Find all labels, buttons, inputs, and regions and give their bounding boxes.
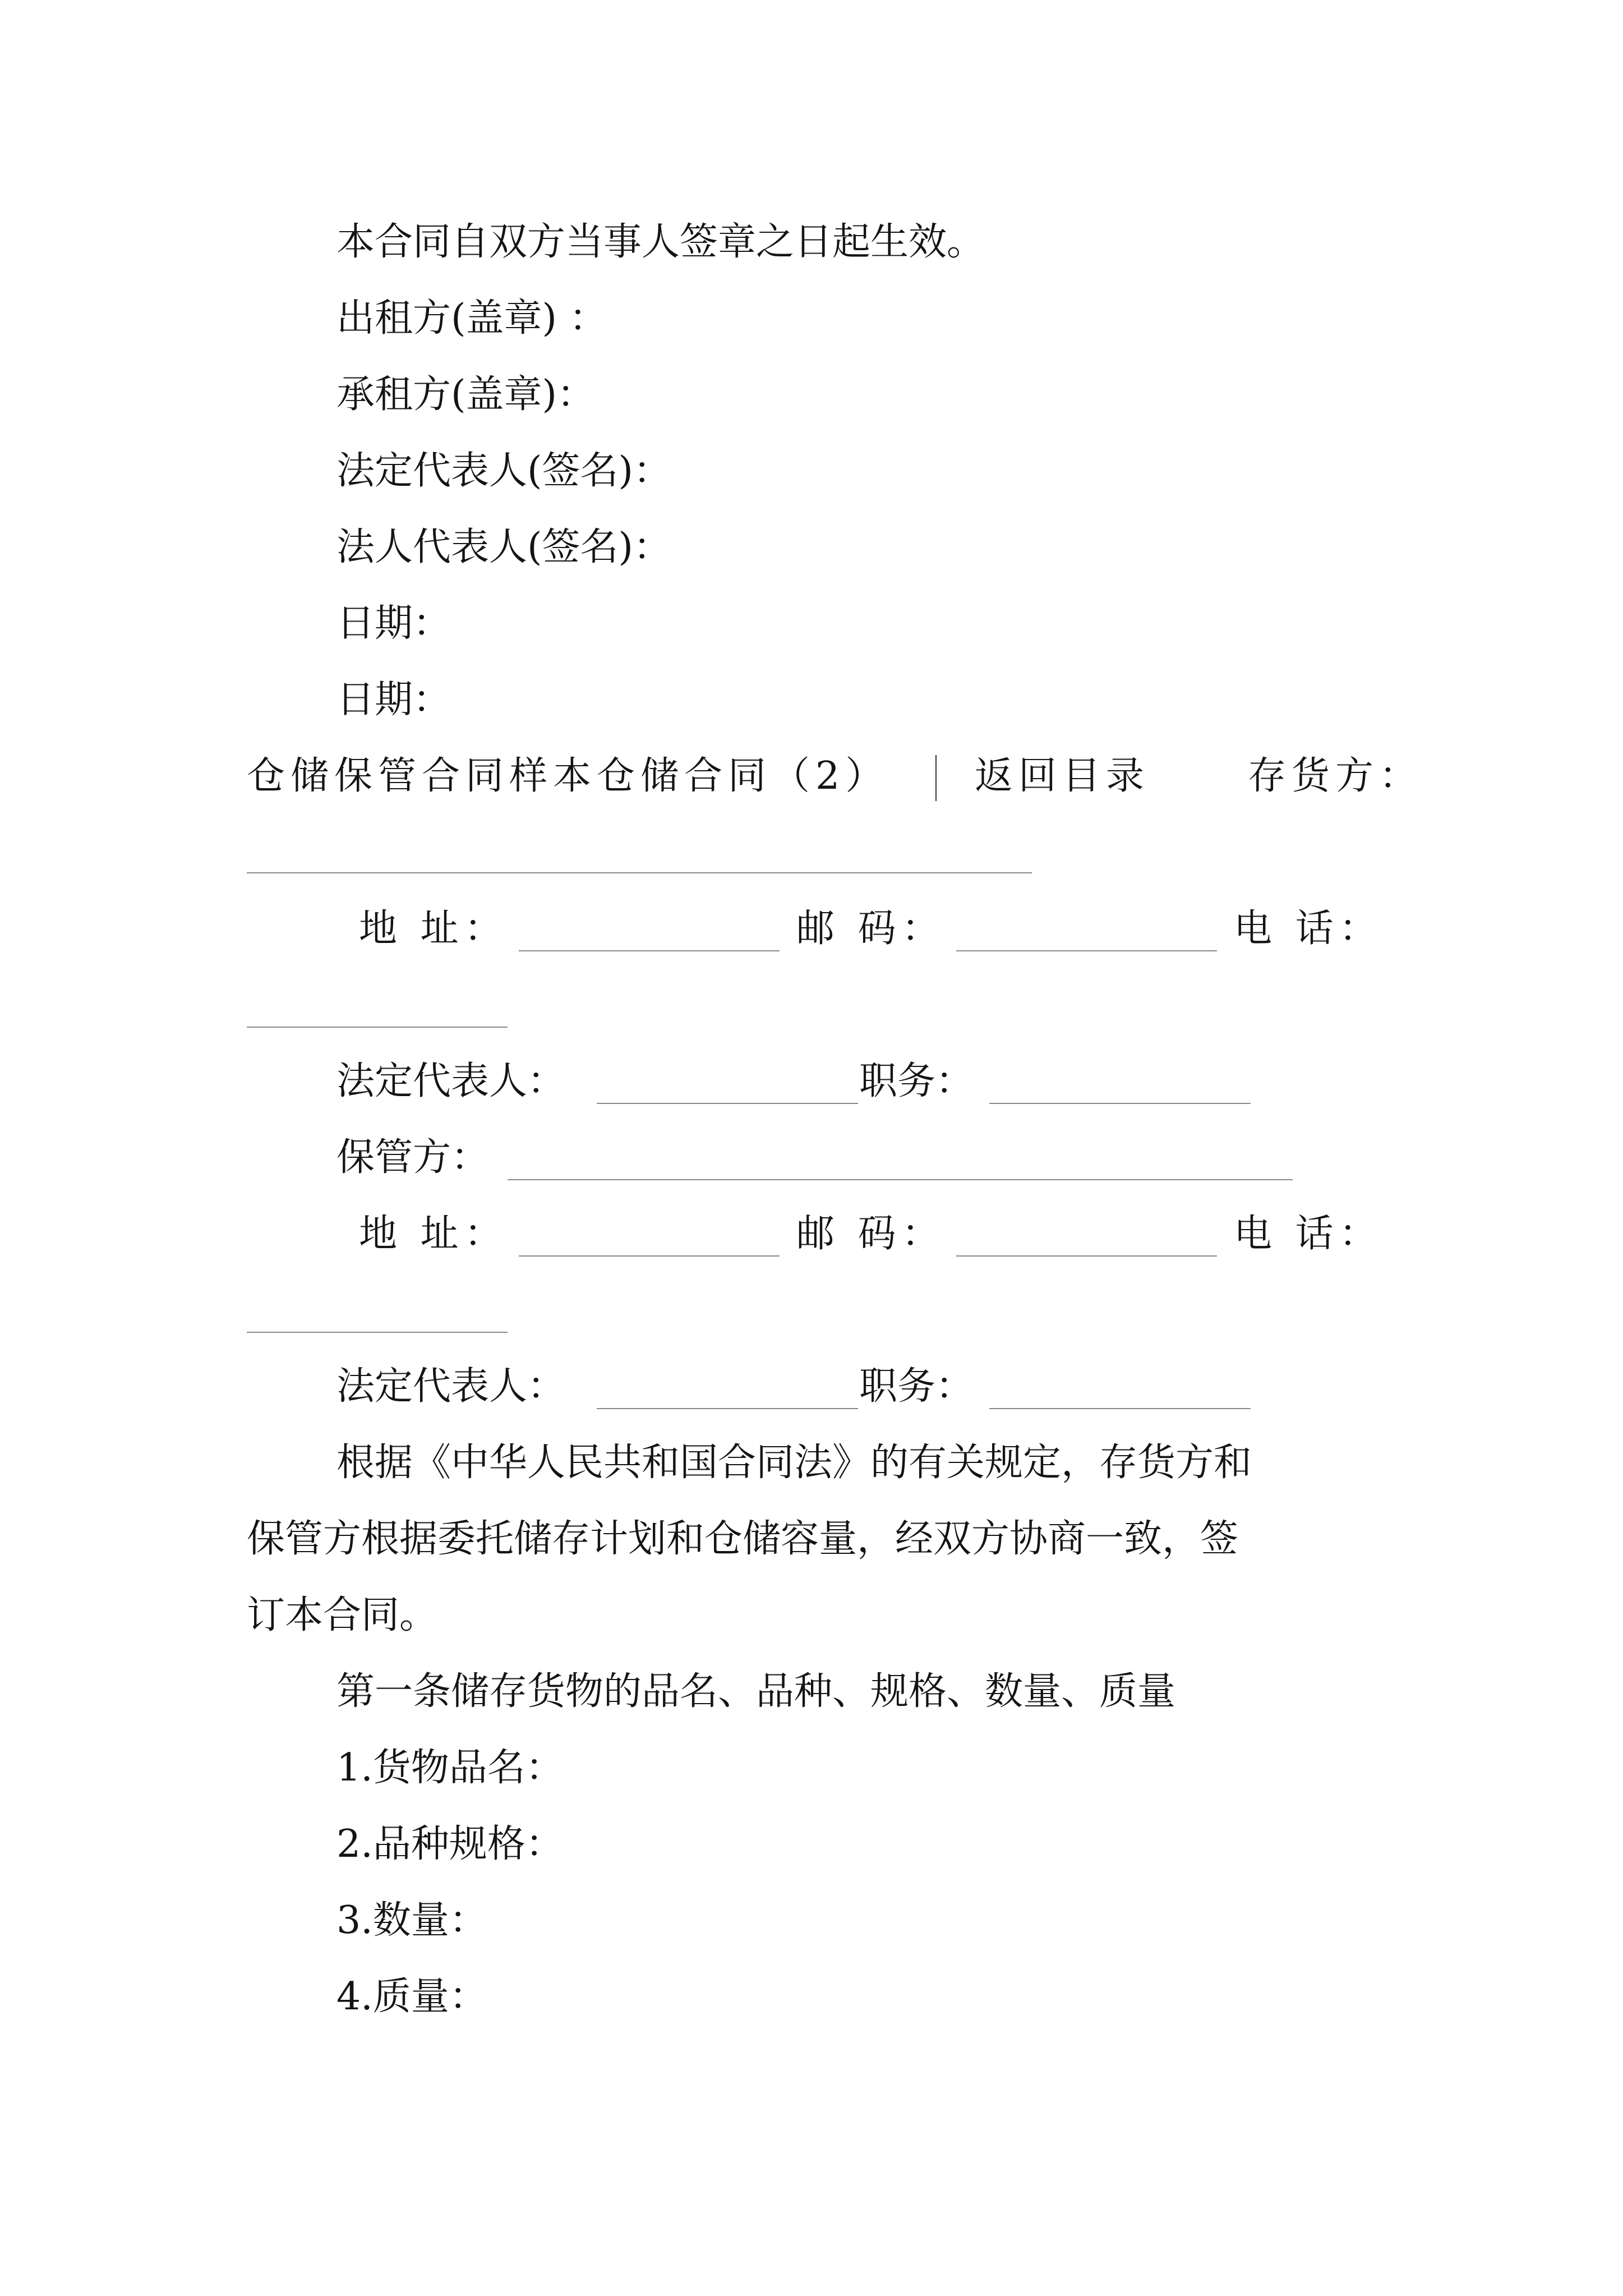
lessee-seal-label: 承租方(盖章)： [336,372,596,417]
goods-name-item: 1.货物品名： [336,1746,564,1790]
article-title: 第一条储存货物的品名、品种、规格、数量、质量 [336,1669,1176,1714]
custodian-postcode-blank[interactable] [956,1255,1217,1257]
date-label: 日期： [336,678,451,722]
quantity-item: 3.数量： [336,1898,487,1943]
custodian-position-label: 职务： [859,1364,974,1409]
custodian-label: 保管方： [336,1135,490,1180]
lessor-seal-label: 出租方(盖章) ： [336,296,607,341]
spec-item: 2.品种规格： [336,1822,564,1866]
depositor-address-label: 地 址： [359,907,508,951]
section-title: 仓储保管合同样本仓储合同（2） [247,754,889,798]
custodian-postcode-label: 邮 码： [796,1212,946,1256]
legal-rep-sign-label: 法定代表人(签名)： [336,449,672,493]
depositor-label: 存货方： [1248,754,1423,798]
custodian-phone-blank[interactable] [247,1332,508,1333]
preamble-line: 保管方根据委托储存计划和仓储容量，经双方协商一致，签 [247,1517,1239,1561]
depositor-legal-rep-blank[interactable] [597,1103,858,1104]
depositor-position-label: 职务： [859,1059,974,1103]
custodian-legal-rep-blank[interactable] [597,1408,858,1409]
depositor-position-blank[interactable] [989,1103,1251,1104]
legal-person-rep-sign-label: 法人代表人(签名)： [336,525,672,569]
custodian-address-blank[interactable] [519,1255,780,1257]
quality-item: 4.质量： [336,1975,487,2019]
back-to-toc-link[interactable]: 返回目录 [975,754,1150,798]
custodian-phone-label: 电 话： [1234,1212,1383,1256]
preamble-line: 订本合同。 [247,1593,438,1637]
custodian-address-label: 地 址： [359,1212,508,1256]
separator-bar [935,755,937,801]
date-label: 日期： [336,601,451,646]
depositor-address-blank[interactable] [519,950,780,951]
preamble-line: 根据《中华人民共和国合同法》的有关规定，存货方和 [336,1441,1252,1485]
depositor-name-blank[interactable] [247,872,1032,873]
effective-clause: 本合同自双方当事人签章之日起生效。 [336,220,985,264]
depositor-phone-label: 电 话： [1234,907,1383,951]
custodian-name-blank[interactable] [508,1179,1293,1180]
custodian-position-blank[interactable] [989,1408,1251,1409]
depositor-legal-rep-label: 法定代表人： [336,1059,566,1103]
depositor-postcode-label: 邮 码： [796,907,946,951]
custodian-legal-rep-label: 法定代表人： [336,1364,566,1409]
depositor-postcode-blank[interactable] [956,950,1217,951]
depositor-phone-blank[interactable] [247,1027,508,1028]
